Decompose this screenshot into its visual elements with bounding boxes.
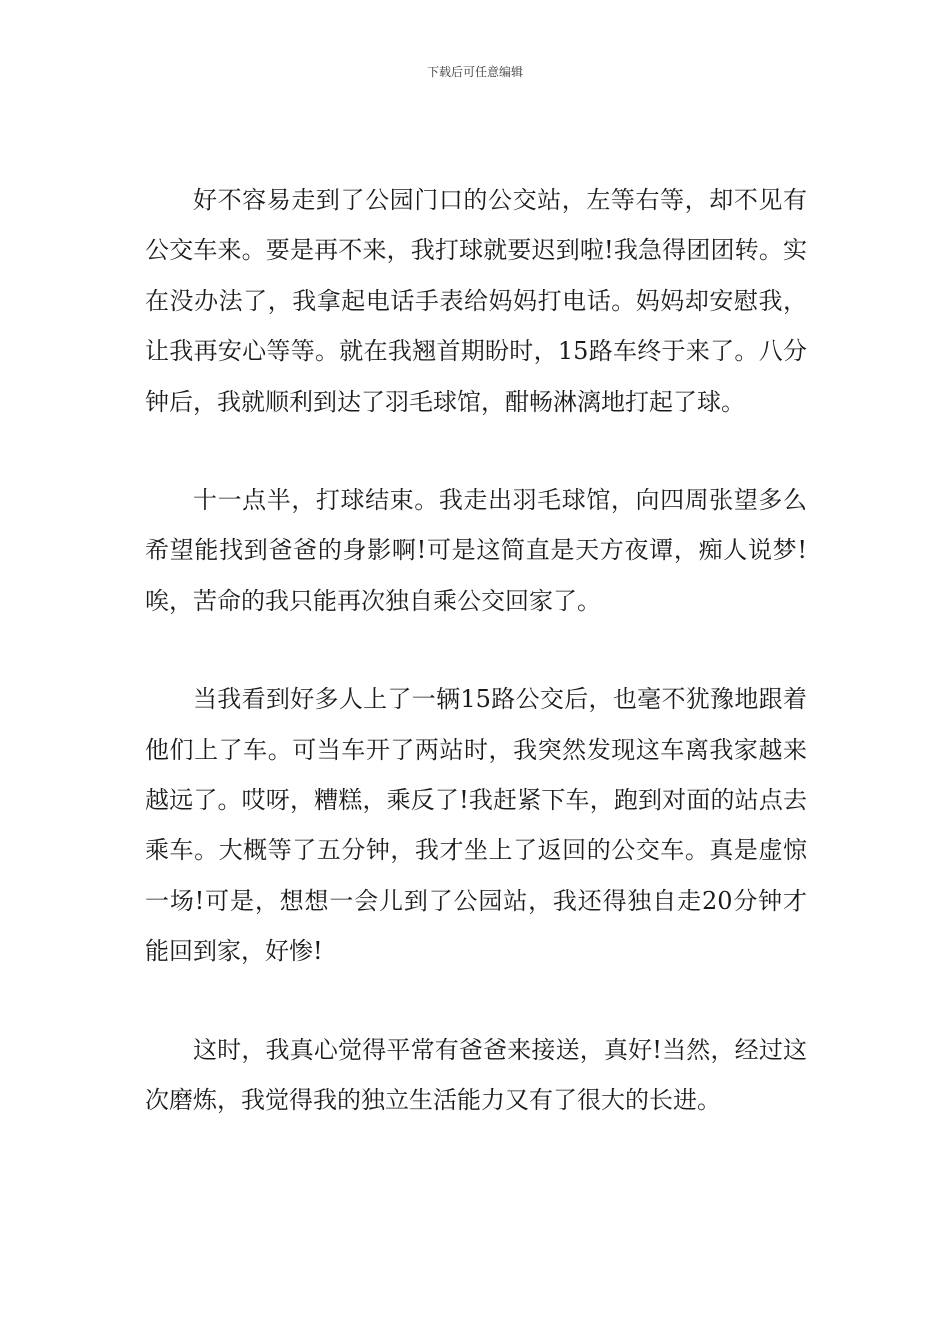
paragraph-3: 当我看到好多人上了一辆15路公交后，也毫不犹豫地跟着他们上了车。可当车开了两站时，我突然发现这车离我家越来越远了。哎呀，糟糕，乘反了!我赶紧下车，跑到对面的站点去乘车。大概等了五分钟，我才坐上了返回的公交车。真是虚惊一场!可是，想想一会儿到了公园站，我还得独自走20分钟才能回到家，好惨! — [145, 685, 807, 966]
page-header: 下载后可任意编辑 — [426, 65, 523, 79]
paragraph-2: 十一点半，打球结束。我走出羽毛球馆，向四周张望多么希望能找到爸爸的身影啊!可是这简直是天方夜谭，痴人说梦!唉，苦命的我只能再次独自乘公交回家了。 — [145, 486, 807, 615]
document-body — [145, 175, 807, 1126]
paragraph-1: 好不容易走到了公园门口的公交站，左等右等，却不见有公交车来。要是再不来，我打球就要迟到啦!我急得团团转。实在没办法了，我拿起电话手表给妈妈打电话。妈妈却安慰我，让我再安心等等。就在我翘首期盼时，15路车终于来了。八分钟后，我就顺利到达了羽毛球馆，酣畅淋漓地打起了球。 — [145, 186, 807, 416]
paragraph-4: 这时，我真心觉得平常有爸爸来接送，真好!当然，经过这次磨炼，我觉得我的独立生活能力又有了很大的长进。 — [145, 1035, 807, 1115]
